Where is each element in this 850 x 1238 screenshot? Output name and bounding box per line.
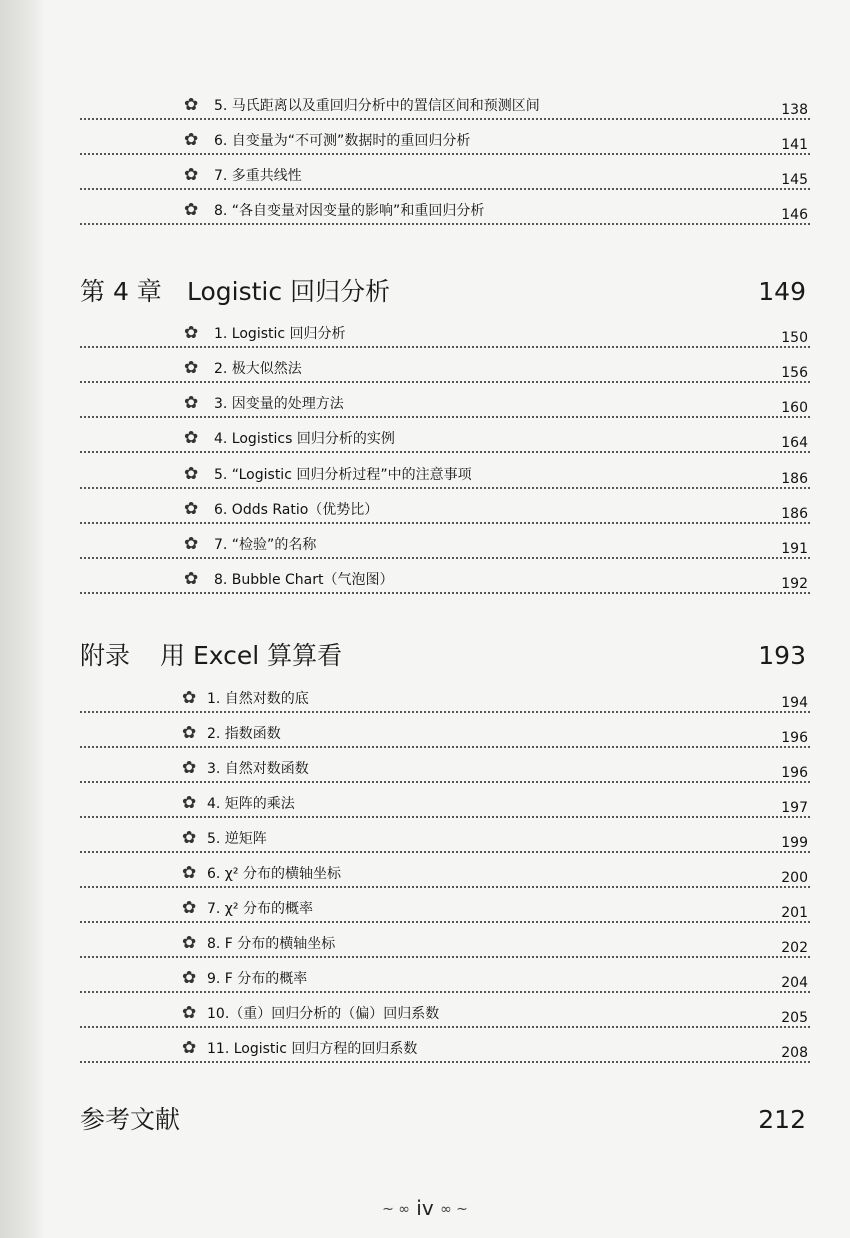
toc-entry-label: 11. Logistic 回归方程的回归系数: [207, 1041, 418, 1057]
toc-entry[interactable]: [80, 899, 810, 923]
flower-outline-icon: ✿: [184, 200, 199, 220]
flower-outline-icon: ✿: [182, 1038, 197, 1058]
flower-outline-icon: ✿: [182, 898, 197, 918]
toc-entry-label: 10.（重）回归分析的（偏）回归系数: [207, 1006, 440, 1022]
toc-entry-label: 8. “各自变量对因变量的影响”和重回归分析: [214, 203, 485, 219]
toc-entry-page: 194: [781, 695, 808, 711]
swirl-ornament-icon: ∞ ~: [440, 1201, 468, 1218]
toc-entry-label: 4. 矩阵的乘法: [207, 796, 295, 812]
toc-entry-label: 7. “检验”的名称: [214, 537, 317, 553]
flower-outline-icon: ✿: [184, 95, 199, 115]
toc-entry[interactable]: [80, 429, 810, 453]
flower-outline-icon: ✿: [184, 323, 199, 343]
flower-outline-icon: ✿: [184, 130, 199, 150]
chapter-page: 149: [758, 277, 806, 306]
flower-outline-icon: ✿: [182, 1003, 197, 1023]
toc-entry[interactable]: [80, 969, 810, 993]
appendix-title: 用 Excel 算算看: [160, 641, 343, 670]
toc-entry-page: 160: [781, 400, 808, 416]
swirl-ornament-icon: ~ ∞: [382, 1201, 410, 1218]
toc-entry-page: 196: [781, 730, 808, 746]
flower-outline-icon: ✿: [182, 793, 197, 813]
toc-entry-label: 9. F 分布的概率: [207, 971, 308, 987]
toc-entry-label: 3. 因变量的处理方法: [214, 396, 344, 412]
toc-entry-label: 2. 极大似然法: [214, 361, 302, 377]
toc-entry-label: 8. F 分布的横轴坐标: [207, 936, 336, 952]
flower-outline-icon: ✿: [184, 499, 199, 519]
toc-entry[interactable]: [80, 829, 810, 853]
toc-entry-page: 205: [781, 1010, 808, 1026]
references-heading[interactable]: [80, 1104, 808, 1138]
toc-entry-label: 6. Odds Ratio（优势比）: [214, 502, 379, 518]
toc-entry-page: 156: [781, 365, 808, 381]
toc-entry[interactable]: [80, 1039, 810, 1063]
toc-entry-page: 208: [781, 1045, 808, 1061]
flower-outline-icon: ✿: [184, 464, 199, 484]
toc-entry-page: 146: [781, 207, 808, 223]
flower-outline-icon: ✿: [182, 863, 197, 883]
flower-outline-icon: ✿: [184, 534, 199, 554]
appendix-heading[interactable]: [80, 640, 808, 674]
flower-outline-icon: ✿: [182, 758, 197, 778]
toc-entry-page: 202: [781, 940, 808, 956]
flower-outline-icon: ✿: [184, 165, 199, 185]
toc-entry[interactable]: [80, 570, 810, 594]
toc-entry-page: 141: [781, 137, 808, 153]
references-title: 参考文献: [80, 1105, 181, 1134]
toc-entry-label: 5. “Logistic 回归分析过程”中的注意事项: [214, 467, 472, 483]
toc-entry-page: 138: [781, 102, 808, 118]
toc-entry-label: 4. Logistics 回归分析的实例: [214, 431, 395, 447]
toc-entry[interactable]: [80, 535, 810, 559]
toc-entry[interactable]: [80, 465, 810, 489]
toc-entry-page: 201: [781, 905, 808, 921]
chapter-number: 第 4 章: [80, 277, 162, 306]
toc-entry-label: 1. 自然对数的底: [207, 691, 309, 707]
toc-entry[interactable]: [80, 689, 810, 713]
toc-entry-page: 197: [781, 800, 808, 816]
toc-entry-page: 186: [781, 471, 808, 487]
toc-entry[interactable]: [80, 201, 810, 225]
flower-outline-icon: ✿: [184, 569, 199, 589]
appendix-page: 193: [758, 641, 806, 670]
toc-entry[interactable]: [80, 759, 810, 783]
toc-entry-label: 6. χ² 分布的横轴坐标: [207, 866, 341, 882]
toc-entry-page: 145: [781, 172, 808, 188]
flower-outline-icon: ✿: [182, 723, 197, 743]
toc-entry[interactable]: [80, 1004, 810, 1028]
toc-entry-label: 8. Bubble Chart（气泡图）: [214, 572, 394, 588]
references-page: 212: [758, 1105, 806, 1134]
toc-entry-label: 3. 自然对数函数: [207, 761, 309, 777]
toc-entry[interactable]: [80, 166, 810, 190]
toc-entry-label: 5. 马氏距离以及重回归分析中的置信区间和预测区间: [214, 98, 540, 114]
toc-entry[interactable]: [80, 324, 810, 348]
toc-entry[interactable]: [80, 96, 810, 120]
toc-entry-label: 7. χ² 分布的概率: [207, 901, 313, 917]
flower-outline-icon: ✿: [182, 968, 197, 988]
toc-entry[interactable]: [80, 500, 810, 524]
toc-entry[interactable]: [80, 794, 810, 818]
toc-entry-page: 192: [781, 576, 808, 592]
toc-entry-page: 200: [781, 870, 808, 886]
flower-outline-icon: ✿: [182, 828, 197, 848]
toc-entry[interactable]: [80, 864, 810, 888]
page-footer: [0, 1196, 850, 1222]
toc-entry-page: 199: [781, 835, 808, 851]
toc-entry-label: 2. 指数函数: [207, 726, 281, 742]
toc-entry-label: 1. Logistic 回归分析: [214, 326, 346, 342]
flower-outline-icon: ✿: [182, 933, 197, 953]
toc-entry-page: 196: [781, 765, 808, 781]
chapter-title: Logistic 回归分析: [187, 277, 391, 306]
appendix-label: 附录: [80, 641, 131, 670]
toc-entry-label: 6. 自变量为“不可测”数据时的重回归分析: [214, 133, 471, 149]
chapter-heading[interactable]: [80, 276, 808, 310]
flower-outline-icon: ✿: [184, 428, 199, 448]
page-number: iv: [416, 1196, 434, 1220]
toc-entry-label: 7. 多重共线性: [214, 168, 302, 184]
flower-outline-icon: ✿: [184, 393, 199, 413]
flower-outline-icon: ✿: [182, 688, 197, 708]
toc-entry-page: 191: [781, 541, 808, 557]
toc-entry[interactable]: [80, 359, 810, 383]
toc-entry-page: 150: [781, 330, 808, 346]
toc-entry[interactable]: [80, 131, 810, 155]
toc-entry[interactable]: [80, 394, 810, 418]
toc-entry[interactable]: [80, 934, 810, 958]
toc-entry[interactable]: [80, 724, 810, 748]
toc-entry-page: 186: [781, 506, 808, 522]
toc-entry-page: 164: [781, 435, 808, 451]
flower-outline-icon: ✿: [184, 358, 199, 378]
toc-entry-page: 204: [781, 975, 808, 991]
toc-entry-label: 5. 逆矩阵: [207, 831, 267, 847]
